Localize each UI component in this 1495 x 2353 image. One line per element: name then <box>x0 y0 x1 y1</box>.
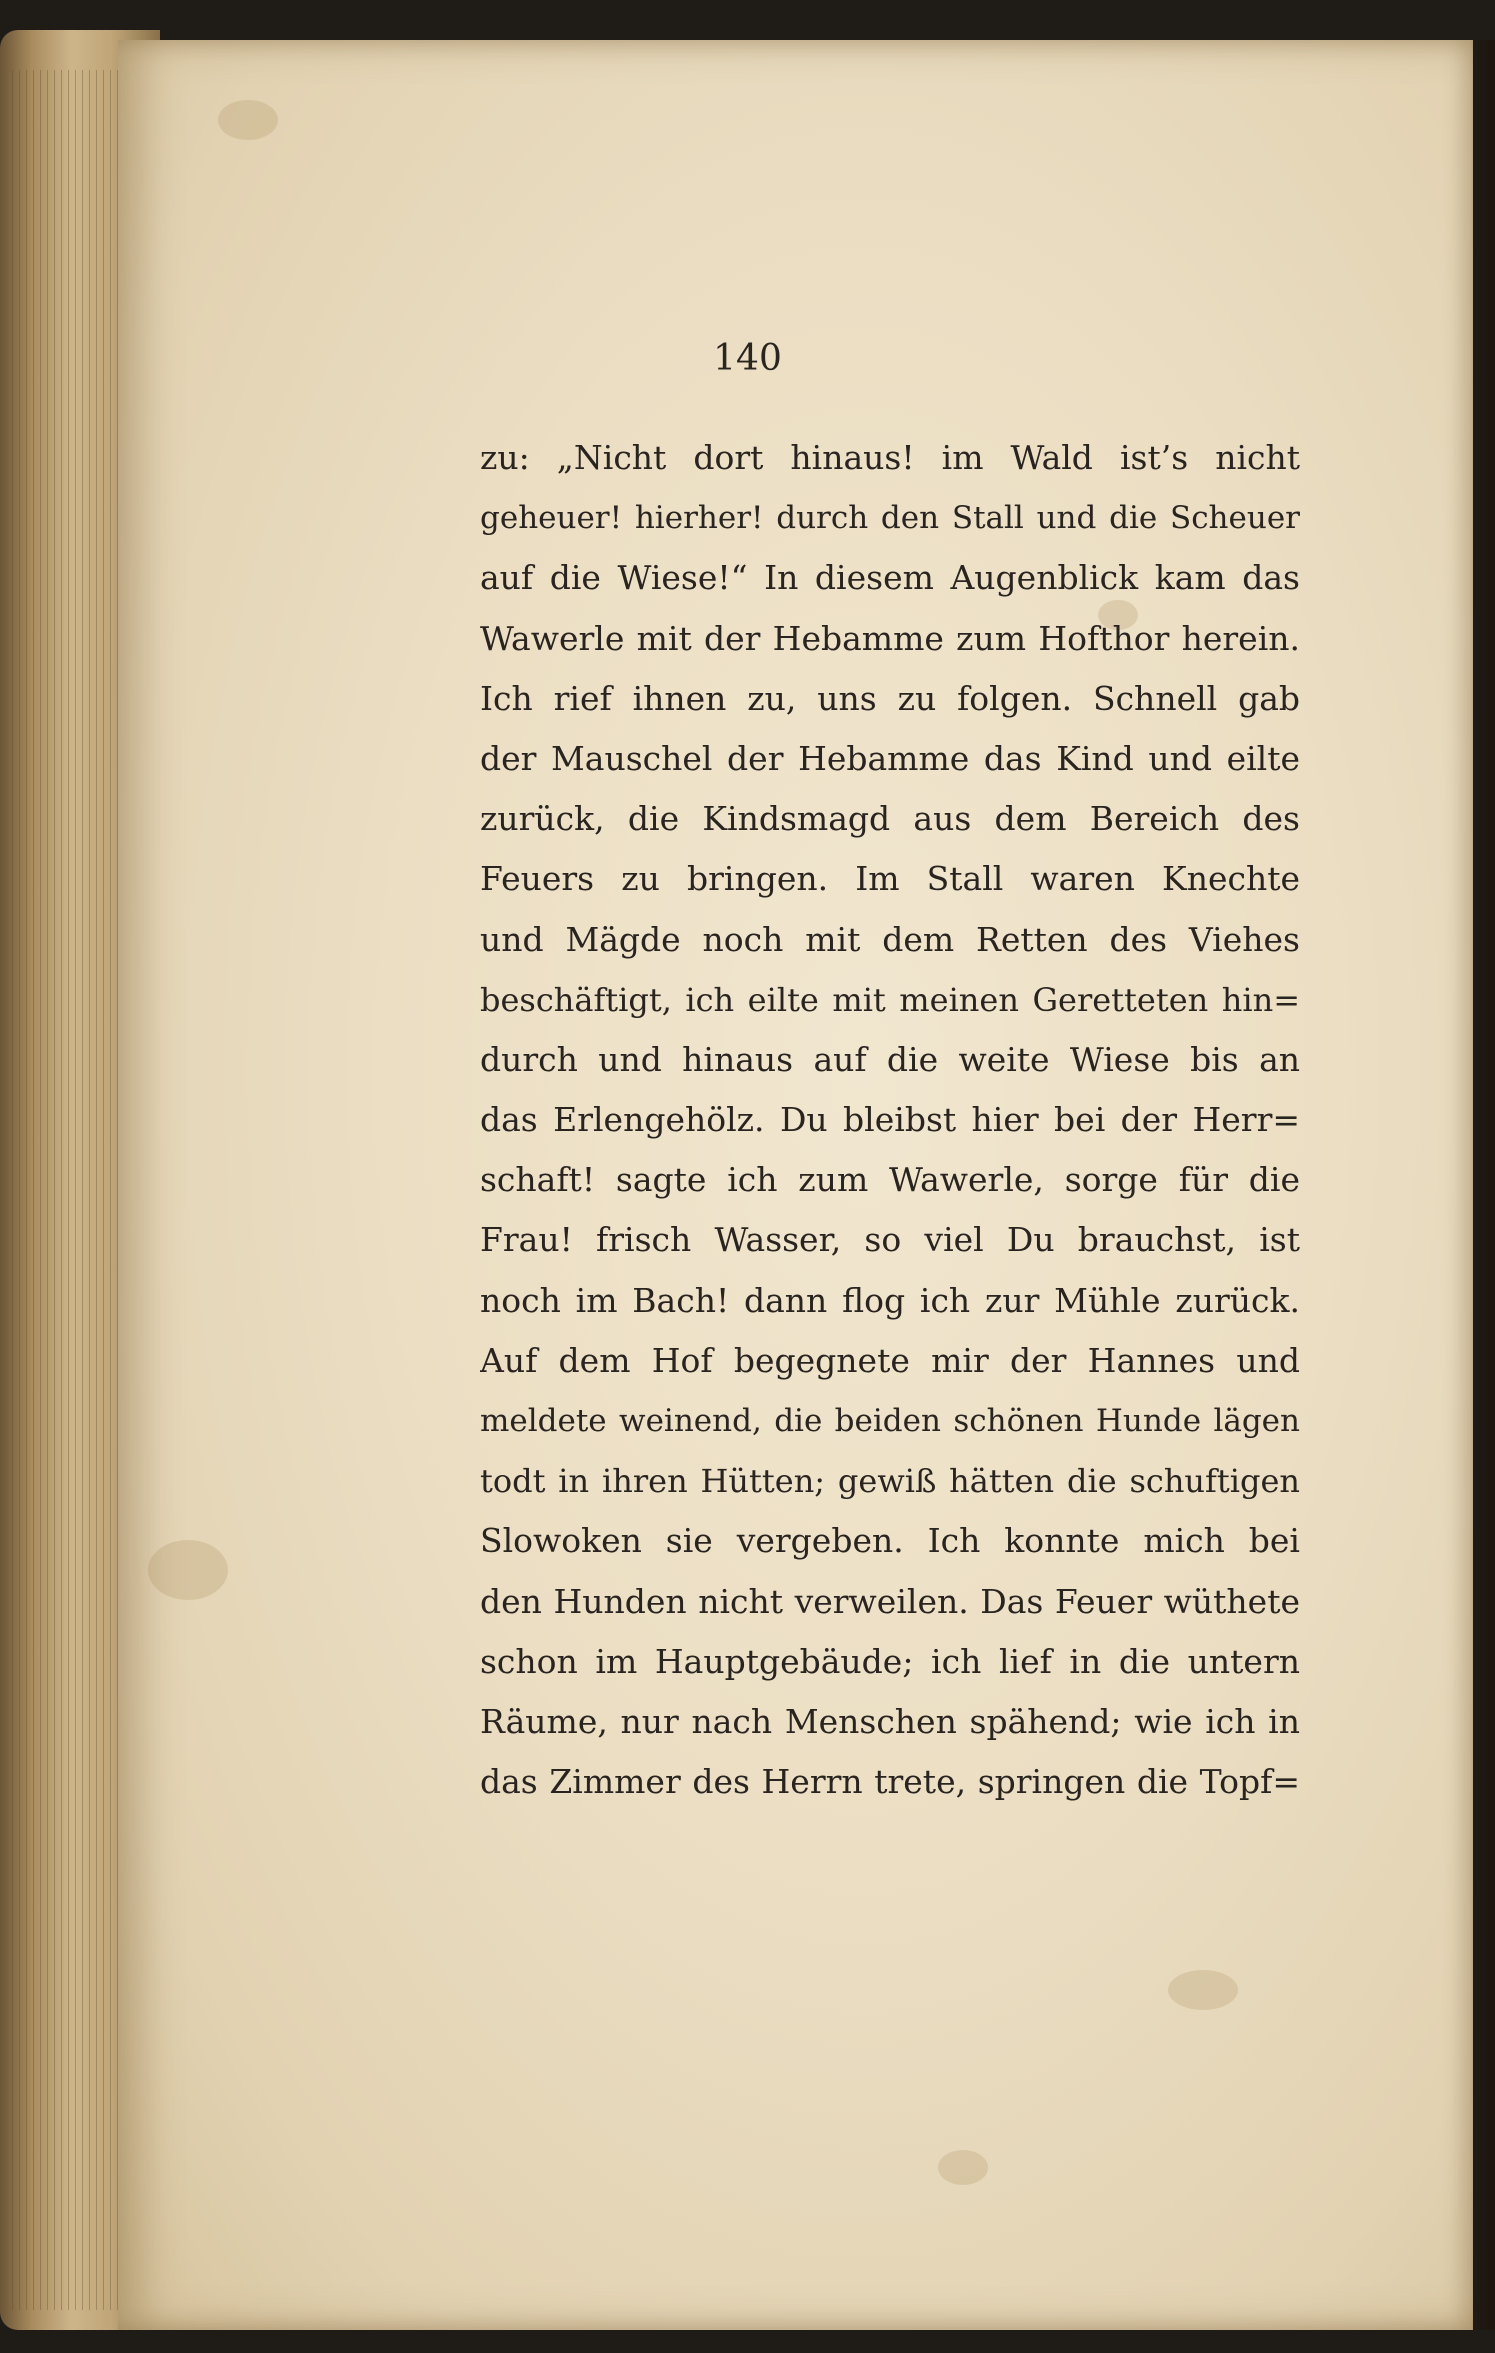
text-line: beschäftigt, ich eilte mit meinen Geretteten hin= <box>480 980 1300 1019</box>
page-number: 140 <box>713 338 782 379</box>
text-line: das Zimmer des Herrn trete, springen die Topf= <box>480 1762 1300 1802</box>
text-line: noch im Bach! dann flog ich zur Mühle zurück. <box>480 1280 1300 1320</box>
paper-stain <box>1168 1970 1238 2010</box>
body-text <box>480 428 1300 1812</box>
text-line: geheuer! hierher! durch den Stall und die Scheuer <box>480 500 1300 537</box>
text-line: das Erlengehölz. Du bleibst hier bei der Herr= <box>480 1100 1300 1140</box>
text-line: auf die Wiese!“ In diesem Augenblick kam das <box>480 558 1300 598</box>
text-line: Ich rief ihnen zu, uns zu folgen. Schnell gab <box>480 678 1300 718</box>
text-line: zurück, die Kindsmagd aus dem Bereich des <box>480 799 1300 839</box>
text-line: den Hunden nicht verweilen. Das Feuer wüthete <box>480 1581 1300 1621</box>
page-edge-lines <box>12 70 132 2310</box>
text-line: Feuers zu bringen. Im Stall waren Knechte <box>480 859 1300 899</box>
text-line: Wawerle mit der Hebamme zum Hofthor herein. <box>480 618 1300 658</box>
text-line: schaft! sagte ich zum Wawerle, sorge für die <box>480 1160 1300 1200</box>
text-line: zu: „Nicht dort hinaus! im Wald ist’s nicht <box>480 438 1300 477</box>
text-line: durch und hinaus auf die weite Wiese bis an <box>480 1039 1300 1079</box>
text-line: Frau! frisch Wasser, so viel Du brauchst, ist <box>480 1220 1300 1260</box>
paper-stain <box>938 2150 988 2185</box>
text-line: und Mägde noch mit dem Retten des Viehes <box>480 919 1300 959</box>
text-line: der Mauschel der Hebamme das Kind und eilte <box>480 738 1300 778</box>
text-line: Räume, nur nach Menschen spähend; wie ich in <box>480 1701 1300 1741</box>
text-line: todt in ihren Hütten; gewiß hätten die schuftigen <box>480 1462 1300 1501</box>
binding-shadow <box>1471 40 1495 2330</box>
text-line: schon im Hauptgebäude; ich lief in die untern <box>480 1641 1300 1681</box>
paper-stain <box>148 1540 228 1600</box>
text-line: meldete weinend, die beiden schönen Hunde lägen <box>480 1403 1300 1439</box>
text-line: Slowoken sie vergeben. Ich konnte mich bei <box>480 1521 1300 1561</box>
paper-stain <box>218 100 278 140</box>
text-line: Auf dem Hof begegnete mir der Hannes und <box>480 1340 1300 1380</box>
